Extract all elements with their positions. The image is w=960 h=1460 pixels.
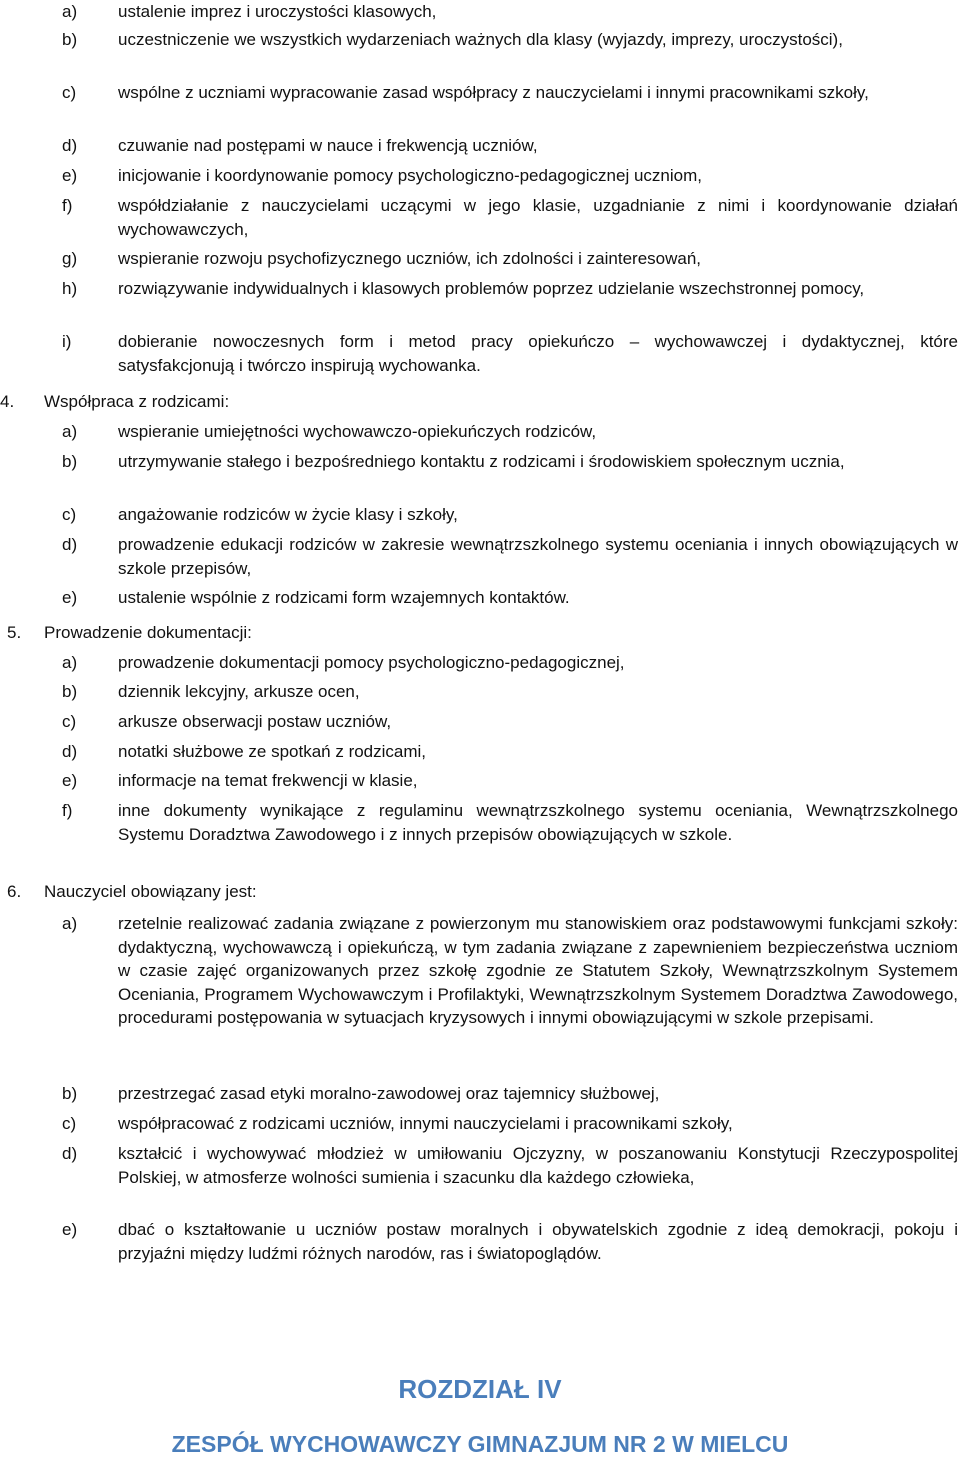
section-title: Prowadzenie dokumentacji: — [44, 623, 252, 642]
item-text: czuwanie nad postępami w nauce i frekwencją uczniów, — [118, 136, 538, 155]
item-label: c) — [62, 505, 77, 524]
section-number: 6. — [7, 882, 22, 901]
item-label: d) — [62, 535, 78, 554]
item-text: dziennik lekcyjny, arkusze ocen, — [118, 682, 360, 701]
item-label: d) — [62, 742, 78, 761]
item-label: e) — [62, 166, 78, 185]
item-text: inne dokumenty wynikające z regulaminu wewnątrzszkolnego systemu oceniania, Wewnątrzszkolnego Systemu Doradztwa Zawodowego i z innych przepisów obowiązujących w szkole. — [118, 801, 958, 844]
item-text: wspólne z uczniami wypracowanie zasad współpracy z nauczycielami i innymi pracownikami szkoły, — [118, 83, 869, 102]
item-text: wspieranie umiejętności wychowawczo-opiekuńczych rodziców, — [118, 422, 597, 441]
item-text: prowadzenie edukacji rodziców w zakresie wewnątrzszkolnego systemu oceniania i innych obowiązujących w szkole przepisów, — [118, 535, 958, 578]
item-text: arkusze obserwacji postaw uczniów, — [118, 712, 392, 731]
item-label: e) — [62, 1220, 78, 1239]
section-number: 5. — [7, 623, 22, 642]
item-label: c) — [62, 712, 77, 731]
section-number: 4. — [0, 392, 15, 411]
item-text: ustalenie wspólnie z rodzicami form wzajemnych kontaktów. — [118, 588, 570, 607]
item-label: i) — [62, 332, 72, 351]
item-text: dbać o kształtowanie u uczniów postaw moralnych i obywatelskich zgodnie z ideą demokracji, pokoju i przyjaźni między ludźmi różnych narodów, ras i światopoglądów. — [118, 1220, 958, 1263]
item-label: a) — [62, 653, 78, 672]
item-label: f) — [62, 196, 73, 215]
item-label: h) — [62, 279, 78, 298]
item-label: e) — [62, 588, 78, 607]
item-text: prowadzenie dokumentacji pomocy psychologiczno-pedagogicznej, — [118, 653, 625, 672]
chapter-subtitle: ZESPÓŁ WYCHOWAWCZY GIMNAZJUM NR 2 W MIELCU — [171, 1431, 789, 1457]
item-text: informacje na temat frekwencji w klasie, — [118, 771, 418, 790]
item-label: b) — [62, 682, 78, 701]
item-text: wspieranie rozwoju psychofizycznego uczniów, ich zdolności i zainteresowań, — [118, 249, 702, 268]
section-title: Nauczyciel obowiązany jest: — [44, 882, 257, 901]
item-label: g) — [62, 249, 78, 268]
item-label: d) — [62, 136, 78, 155]
item-label: e) — [62, 771, 78, 790]
item-text: rozwiązywanie indywidualnych i klasowych problemów poprzez udzielanie wszechstronnej pomocy, — [118, 279, 865, 298]
item-label: f) — [62, 801, 73, 820]
item-label: a) — [62, 914, 78, 933]
item-text: inicjowanie i koordynowanie pomocy psychologiczno-pedagogicznej uczniom, — [118, 166, 702, 185]
item-label: d) — [62, 1144, 78, 1163]
item-label: b) — [62, 1084, 78, 1103]
item-label: b) — [62, 30, 78, 49]
item-text: przestrzegać zasad etyki moralno-zawodowej oraz tajemnicy służbowej, — [118, 1084, 660, 1103]
item-label: a) — [62, 422, 78, 441]
item-text: kształcić i wychowywać młodzież w umiłowaniu Ojczyzny, w poszanowaniu Konstytucji Rzeczypospolitej Polskiej, w atmosferze wolności sumienia i szacunku dla każdego człowieka, — [118, 1144, 958, 1187]
item-label: a) — [62, 2, 78, 21]
section-title: Współpraca z rodzicami: — [44, 392, 230, 411]
item-label: c) — [62, 83, 77, 102]
item-text: notatki służbowe ze spotkań z rodzicami, — [118, 742, 427, 761]
item-text: utrzymywanie stałego i bezpośredniego kontaktu z rodzicami i środowiskiem społecznym ucznia, — [118, 452, 845, 471]
item-label: b) — [62, 452, 78, 471]
chapter-title: ROZDZIAŁ IV — [398, 1374, 562, 1404]
item-text: angażowanie rodziców w życie klasy i szkoły, — [118, 505, 458, 524]
item-text: uczestniczenie we wszystkich wydarzeniach ważnych dla klasy (wyjazdy, imprezy, uroczystości), — [118, 30, 843, 49]
item-text: współdziałanie z nauczycielami uczącymi w jego klasie, uzgadnianie z nimi i koordynowanie działań wychowawczych, — [118, 196, 958, 239]
item-text: współpracować z rodzicami uczniów, innymi nauczycielami i pracownikami szkoły, — [118, 1114, 733, 1133]
item-text: rzetelnie realizować zadania związane z powierzonym mu stanowiskiem oraz podstawowymi funkcjami szkoły: dydaktyczną, wychowawczą i opiekuńczą, w tym zadania związane z zapewnieniem bezpieczeństwa uczniom w czasie zajęć organizowanych przez szkołę zgodnie ze Statutem Szkoły, Wewnątrzszkolnym Systemem Oceniania, Programem Wychowawczym i Profilaktyki, Wewnątrzszkolnym Systemem Doradztwa Zawodowego, procedurami postępowania w sytuacjach kryzysowych i innymi obowiązującymi w szkole przepisami. — [118, 914, 958, 1027]
item-text: ustalenie imprez i uroczystości klasowych, — [118, 2, 437, 21]
item-text: dobieranie nowoczesnych form i metod pracy opiekuńczo – wychowawczej i dydaktycznej, które satysfakcjonują i twórczo inspirują wychowanka. — [118, 332, 958, 375]
item-label: c) — [62, 1114, 77, 1133]
